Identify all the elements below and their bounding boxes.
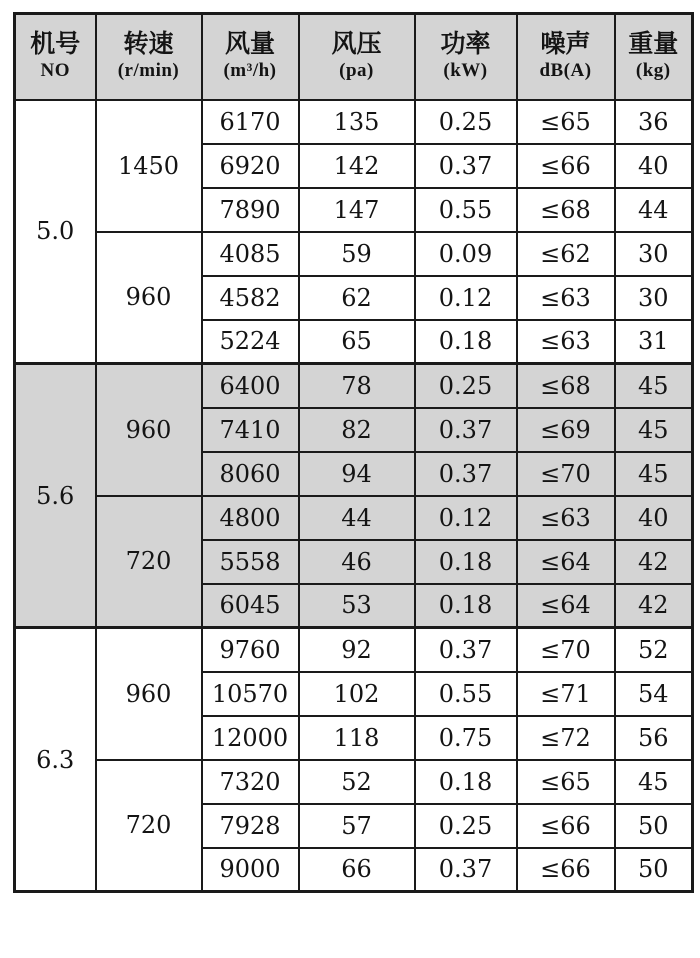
table-row: [15, 760, 693, 804]
cell-model-no: 5.0: [15, 100, 96, 364]
cell-pressure: 142: [299, 144, 415, 188]
cell-pressure: 102: [299, 672, 415, 716]
header-unit: (kW): [443, 59, 488, 81]
cell-weight: 50: [615, 848, 693, 892]
cell-weight: 42: [615, 584, 693, 628]
header-label: 风量: [224, 30, 275, 58]
cell-noise: ≤66: [517, 804, 615, 848]
cell-noise: ≤69: [517, 408, 615, 452]
cell-airflow: 6045: [202, 584, 299, 628]
cell-airflow: 12000: [202, 716, 299, 760]
cell-noise: ≤66: [517, 848, 615, 892]
cell-power: 0.55: [415, 188, 517, 232]
cell-pressure: 65: [299, 320, 415, 364]
cell-pressure: 46: [299, 540, 415, 584]
cell-power: 0.12: [415, 276, 517, 320]
cell-weight: 36: [615, 100, 693, 144]
cell-weight: 30: [615, 276, 693, 320]
cell-power: 0.37: [415, 452, 517, 496]
cell-airflow: 4582: [202, 276, 299, 320]
cell-power: 0.18: [415, 540, 517, 584]
table-row: [15, 496, 693, 540]
cell-noise: ≤65: [517, 100, 615, 144]
cell-airflow: 7320: [202, 760, 299, 804]
header-label: 风压: [331, 30, 382, 58]
cell-noise: ≤65: [517, 760, 615, 804]
cell-power: 0.12: [415, 496, 517, 540]
cell-power: 0.25: [415, 100, 517, 144]
cell-weight: 45: [615, 452, 693, 496]
cell-pressure: 52: [299, 760, 415, 804]
cell-power: 0.55: [415, 672, 517, 716]
col-header-pressure: [299, 14, 415, 100]
cell-noise: ≤72: [517, 716, 615, 760]
cell-pressure: 135: [299, 100, 415, 144]
col-header-weight: [615, 14, 693, 100]
cell-noise: ≤63: [517, 276, 615, 320]
table-row: [15, 100, 693, 144]
col-header-airflow: [202, 14, 299, 100]
cell-airflow: 5224: [202, 320, 299, 364]
cell-weight: 56: [615, 716, 693, 760]
header-label: 噪声: [540, 30, 591, 58]
header-unit: (kg): [635, 59, 671, 81]
cell-noise: ≤71: [517, 672, 615, 716]
cell-weight: 42: [615, 540, 693, 584]
cell-power: 0.18: [415, 584, 517, 628]
cell-pressure: 66: [299, 848, 415, 892]
cell-noise: ≤68: [517, 188, 615, 232]
cell-speed: 720: [96, 496, 202, 628]
cell-noise: ≤70: [517, 628, 615, 672]
cell-power: 0.37: [415, 628, 517, 672]
col-header-speed: [96, 14, 202, 100]
cell-pressure: 57: [299, 804, 415, 848]
cell-pressure: 147: [299, 188, 415, 232]
header-unit: (r/min): [117, 59, 180, 81]
cell-pressure: 44: [299, 496, 415, 540]
cell-noise: ≤63: [517, 496, 615, 540]
spec-table-header: [15, 14, 693, 100]
cell-speed: 960: [96, 232, 202, 364]
header-unit: (pa): [339, 59, 374, 81]
cell-airflow: 9000: [202, 848, 299, 892]
cell-speed: 960: [96, 364, 202, 496]
cell-pressure: 59: [299, 232, 415, 276]
header-unit: NO: [40, 59, 70, 81]
cell-airflow: 7928: [202, 804, 299, 848]
cell-noise: ≤64: [517, 540, 615, 584]
col-header-model-no: [15, 14, 96, 100]
cell-pressure: 92: [299, 628, 415, 672]
cell-weight: 52: [615, 628, 693, 672]
cell-pressure: 82: [299, 408, 415, 452]
cell-noise: ≤62: [517, 232, 615, 276]
cell-weight: 30: [615, 232, 693, 276]
cell-power: 0.75: [415, 716, 517, 760]
cell-power: 0.09: [415, 232, 517, 276]
cell-airflow: 7410: [202, 408, 299, 452]
cell-airflow: 6170: [202, 100, 299, 144]
cell-weight: 44: [615, 188, 693, 232]
cell-noise: ≤70: [517, 452, 615, 496]
cell-speed: 1450: [96, 100, 202, 232]
cell-speed: 960: [96, 628, 202, 760]
cell-noise: ≤68: [517, 364, 615, 408]
cell-weight: 40: [615, 496, 693, 540]
spec-table: [13, 12, 694, 893]
header-row: [15, 14, 693, 100]
col-header-noise: [517, 14, 615, 100]
cell-power: 0.18: [415, 320, 517, 364]
cell-weight: 45: [615, 364, 693, 408]
cell-airflow: 7890: [202, 188, 299, 232]
cell-weight: 31: [615, 320, 693, 364]
cell-power: 0.37: [415, 408, 517, 452]
table-row: [15, 628, 693, 672]
cell-model-no: 5.6: [15, 364, 96, 628]
cell-pressure: 78: [299, 364, 415, 408]
header-unit: (m³/h): [223, 59, 277, 81]
header-label: 重量: [628, 30, 679, 58]
header-label: 功率: [440, 30, 491, 58]
cell-pressure: 94: [299, 452, 415, 496]
cell-pressure: 118: [299, 716, 415, 760]
cell-model-no: 6.3: [15, 628, 96, 892]
cell-speed: 720: [96, 760, 202, 892]
cell-noise: ≤64: [517, 584, 615, 628]
cell-weight: 45: [615, 408, 693, 452]
cell-airflow: 6400: [202, 364, 299, 408]
cell-power: 0.37: [415, 848, 517, 892]
cell-noise: ≤63: [517, 320, 615, 364]
cell-power: 0.37: [415, 144, 517, 188]
cell-airflow: 5558: [202, 540, 299, 584]
cell-airflow: 10570: [202, 672, 299, 716]
cell-airflow: 6920: [202, 144, 299, 188]
cell-weight: 45: [615, 760, 693, 804]
table-row: [15, 232, 693, 276]
col-header-power: [415, 14, 517, 100]
header-unit: dB(A): [539, 59, 592, 81]
cell-airflow: 8060: [202, 452, 299, 496]
header-label: 转速: [123, 30, 174, 58]
cell-weight: 54: [615, 672, 693, 716]
cell-power: 0.18: [415, 760, 517, 804]
cell-airflow: 9760: [202, 628, 299, 672]
cell-pressure: 62: [299, 276, 415, 320]
cell-power: 0.25: [415, 804, 517, 848]
cell-pressure: 53: [299, 584, 415, 628]
cell-noise: ≤66: [517, 144, 615, 188]
spec-table-body: [15, 100, 693, 892]
cell-weight: 40: [615, 144, 693, 188]
cell-power: 0.25: [415, 364, 517, 408]
cell-airflow: 4085: [202, 232, 299, 276]
header-label: 机号: [30, 30, 81, 58]
cell-airflow: 4800: [202, 496, 299, 540]
cell-weight: 50: [615, 804, 693, 848]
table-row: [15, 364, 693, 408]
